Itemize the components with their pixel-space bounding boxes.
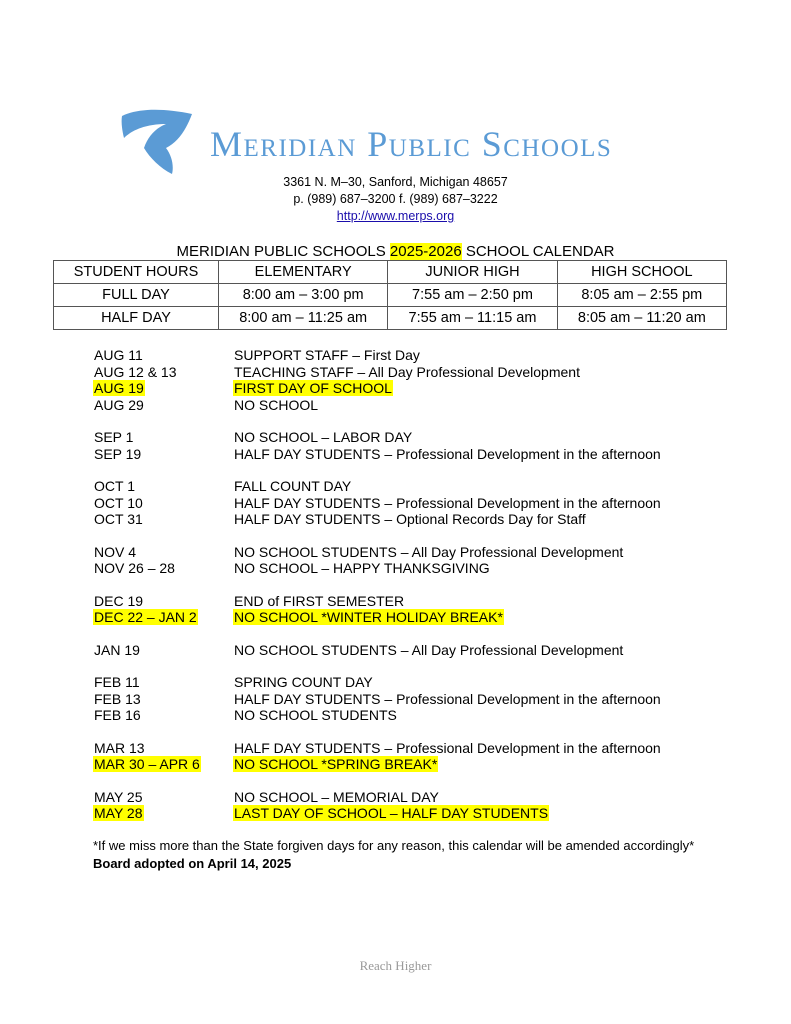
event-row	[93, 674, 662, 691]
board-adoption-note: Board adopted on April 14, 2025	[93, 856, 292, 871]
student-hours-table	[53, 260, 727, 330]
event-row	[93, 364, 662, 381]
event-row	[93, 397, 662, 414]
event-description: NO SCHOOL – HAPPY THANKSGIVING	[234, 560, 490, 576]
event-date: MAR 13	[94, 739, 145, 756]
event-description: NO SCHOOL STUDENTS	[234, 707, 397, 723]
table-header-cell: ELEMENTARY	[219, 261, 388, 284]
table-row	[54, 307, 727, 330]
table-cell: FULL DAY	[54, 284, 219, 307]
event-row	[93, 756, 662, 773]
table-header-cell: JUNIOR HIGH	[388, 261, 557, 284]
website-link[interactable]: http://www.merps.org	[336, 209, 455, 223]
event-date: AUG 11	[94, 347, 143, 363]
amendment-note: *If we miss more than the State forgiven days for any reason, this calendar will be amended accordingly*	[93, 838, 695, 853]
table-cell: 8:05 am – 11:20 am	[557, 307, 726, 330]
event-date: FEB 13	[94, 690, 141, 707]
event-description: HALF DAY STUDENTS – Professional Development in the afternoon	[234, 690, 661, 707]
address-phone: p. (989) 687–3200 f. (989) 687–3222	[293, 192, 498, 206]
event-date: OCT 10	[94, 494, 143, 511]
table-header-cell: STUDENT HOURS	[54, 261, 219, 284]
event-description: FIRST DAY OF SCHOOL	[234, 380, 392, 396]
event-row	[93, 544, 662, 561]
school-name-logo-text: Meridian Public Schools	[210, 124, 613, 164]
event-row	[93, 495, 662, 512]
table-row	[54, 284, 727, 307]
event-description: NO SCHOOL STUDENTS – All Day Professional Development	[234, 543, 624, 560]
event-row	[93, 642, 662, 659]
event-row	[93, 707, 662, 724]
table-cell: 7:55 am – 11:15 am	[388, 307, 557, 330]
event-row	[93, 446, 662, 463]
event-row	[93, 691, 662, 708]
table-cell: 8:05 am – 2:55 pm	[557, 284, 726, 307]
table-cell: HALF DAY	[54, 307, 219, 330]
event-date: DEC 22 – JAN 2	[94, 609, 197, 625]
event-description: SUPPORT STAFF – First Day	[234, 347, 420, 363]
table-header-row	[54, 261, 727, 284]
event-description: NO SCHOOL – MEMORIAL DAY	[234, 788, 439, 805]
event-description: NO SCHOOL *SPRING BREAK*	[234, 756, 438, 772]
event-date: NOV 4	[94, 543, 137, 560]
event-date: FEB 11	[94, 674, 140, 690]
table-cell: 8:00 am – 3:00 pm	[219, 284, 388, 307]
address-street: 3361 N. M–30, Sanford, Michigan 48657	[283, 175, 508, 189]
horse-head-icon	[120, 108, 196, 174]
event-description: NO SCHOOL	[234, 396, 319, 413]
event-description: NO SCHOOL *WINTER HOLIDAY BREAK*	[234, 609, 503, 625]
event-date: SEP 1	[94, 429, 134, 445]
title-years: 2025-2026	[389, 243, 462, 260]
event-date: MAR 30 – APR 6	[94, 756, 200, 772]
event-description: FALL COUNT DAY	[234, 478, 352, 494]
event-description: END of FIRST SEMESTER	[234, 592, 405, 609]
table-header-cell: HIGH SCHOOL	[557, 261, 726, 284]
event-date: JAN 19	[94, 641, 140, 658]
event-description: NO SCHOOL STUDENTS – All Day Professional Development	[234, 641, 624, 658]
event-description: TEACHING STAFF – All Day Professional Development	[234, 363, 580, 380]
event-row	[93, 347, 662, 364]
event-date: MAY 25	[94, 788, 143, 805]
event-description: HALF DAY STUDENTS – Optional Records Day for Staff	[234, 511, 586, 527]
event-row	[93, 429, 662, 446]
table-cell: 7:55 am – 2:50 pm	[388, 284, 557, 307]
event-row	[93, 805, 662, 822]
event-date: OCT 31	[94, 511, 143, 527]
event-date: FEB 16	[94, 707, 141, 723]
event-description: NO SCHOOL – LABOR DAY	[234, 429, 413, 445]
footer-motto: Reach Higher	[359, 958, 432, 973]
calendar-title	[0, 243, 791, 260]
title-suffix: SCHOOL CALENDAR	[461, 243, 615, 260]
event-row	[93, 789, 662, 806]
event-date: NOV 26 – 28	[94, 560, 175, 576]
event-date: AUG 29	[94, 396, 144, 413]
event-row	[93, 380, 662, 397]
event-row	[93, 560, 662, 577]
event-date: OCT 1	[94, 478, 135, 494]
event-date: AUG 19	[94, 380, 144, 396]
event-date: DEC 19	[94, 592, 144, 609]
event-row	[93, 511, 662, 528]
event-description: SPRING COUNT DAY	[234, 674, 373, 690]
event-date: MAY 28	[94, 805, 143, 821]
event-description: HALF DAY STUDENTS – Professional Development in the afternoon	[234, 445, 661, 462]
event-description: HALF DAY STUDENTS – Professional Development in the afternoon	[234, 494, 661, 511]
event-date: SEP 19	[94, 445, 142, 462]
event-description: LAST DAY OF SCHOOL – HALF DAY STUDENTS	[234, 805, 549, 821]
logo	[120, 108, 612, 174]
event-description: HALF DAY STUDENTS – Professional Development in the afternoon	[234, 739, 661, 756]
event-row	[93, 609, 662, 626]
event-list	[93, 347, 662, 822]
event-row	[93, 593, 662, 610]
event-date: AUG 12 & 13	[94, 363, 177, 380]
table-cell: 8:00 am – 11:25 am	[219, 307, 388, 330]
title-prefix: MERIDIAN PUBLIC SCHOOLS	[176, 243, 390, 260]
event-row	[93, 478, 662, 495]
event-row	[93, 740, 662, 757]
